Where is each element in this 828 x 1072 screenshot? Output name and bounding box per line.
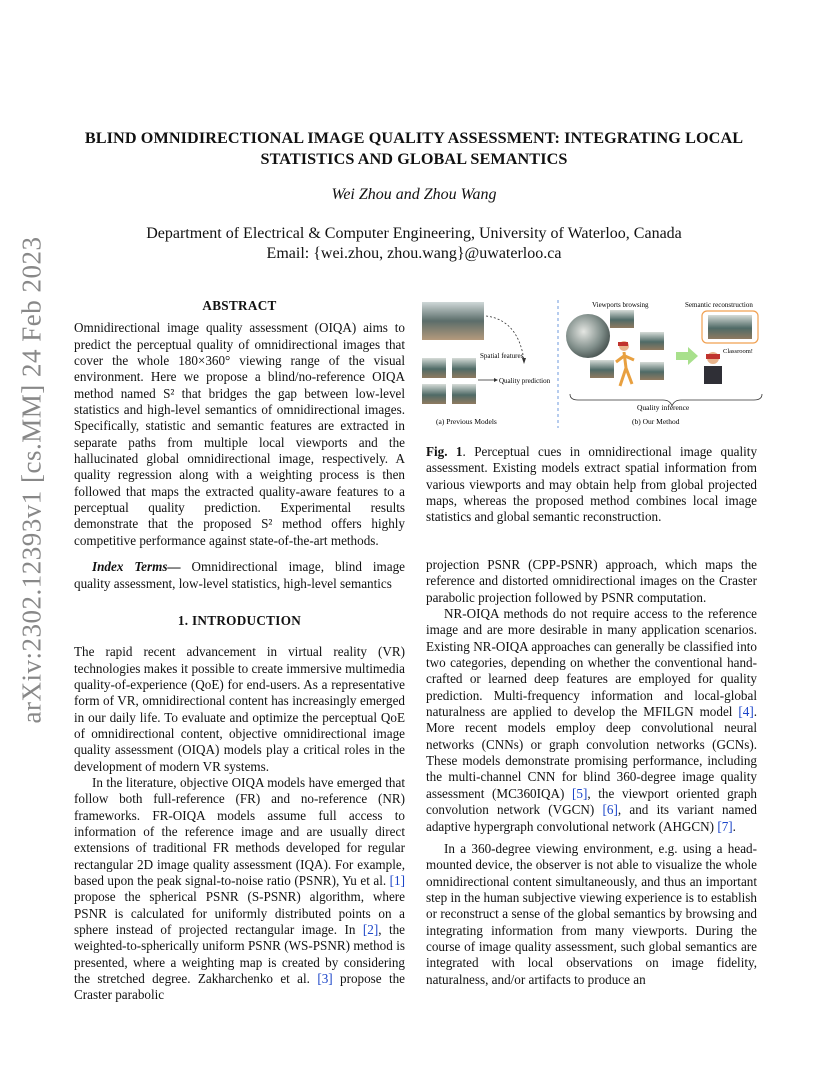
- index-terms-label: Index Terms—: [92, 559, 181, 575]
- vr-headset: [706, 354, 720, 359]
- email: Email: {wei.zhou, zhou.wang}@uwaterloo.ca: [266, 245, 562, 262]
- citation-6[interactable]: [6]: [602, 802, 618, 818]
- label-spatial-features: Spatial features: [480, 352, 524, 360]
- viewport-thumb: [422, 358, 446, 378]
- arxiv-stamp: arXiv:2302.12393v1 [cs.MM] 24 Feb 2023: [16, 236, 47, 724]
- authors: Wei Zhou and Zhou Wang: [331, 186, 497, 203]
- citation-2[interactable]: [2]: [362, 922, 379, 938]
- citation-3[interactable]: [3]: [317, 971, 333, 987]
- label-quality-prediction: Quality prediction: [499, 377, 551, 385]
- text-run: , the weighted-to-spherically uniform PSNR (WS-PSNR) method is presented, where a weighting map is created by considering the stretched degree. Zakharchenko et al.: [74, 922, 406, 987]
- right-column: [426, 557, 757, 988]
- label-semantic-reconstruction: Semantic reconstruction: [685, 301, 753, 309]
- sphere-image: [566, 314, 610, 358]
- person-body: [616, 352, 634, 386]
- viewport-thumb: [640, 332, 664, 350]
- viewport-thumb: [610, 310, 634, 328]
- figure-1-illustration: [418, 296, 768, 430]
- intro-paragraph-2: [74, 775, 405, 1004]
- citation-1[interactable]: [1]: [389, 873, 405, 888]
- viewport-thumb: [590, 360, 614, 378]
- panorama-image: [422, 302, 484, 340]
- index-terms-text: Omnidirectional image, blind image quality assessment, low-level statistics, high-level semantics: [74, 559, 406, 591]
- figure-1: [418, 296, 768, 430]
- abstract-heading: ABSTRACT: [202, 298, 277, 313]
- right-paragraph-1: projection PSNR (CPP-PSNR) approach, which maps the reference and distorted omnidirectional images on the Craster parabolic projection followed by PSNR computation.: [426, 557, 757, 605]
- right-paragraph-2: [426, 606, 757, 835]
- text-run: propose the Craster parabolic: [74, 971, 406, 1003]
- affiliation: Department of Electrical & Computer Engineering, University of Waterloo, Canada: [146, 225, 682, 242]
- label-previous-models: (a) Previous Models: [436, 417, 497, 426]
- text-run: propose the spherical PSNR (S-PSNR) algorithm, where PSNR is calculated for uniformly distributed points on a sphere instead of projected rectangular image. In: [74, 889, 405, 938]
- label-classroom: Classroom!: [723, 348, 753, 355]
- intro-heading: 1. INTRODUCTION: [177, 612, 302, 628]
- affiliation-block: [60, 224, 768, 264]
- caption-label: Fig. 1: [426, 444, 463, 459]
- viewport-thumb: [452, 358, 476, 378]
- viewport-thumb: [640, 362, 664, 380]
- intro-paragraph-1: The rapid recent advancement in virtual reality (VR) technologies makes it possible to create immersive multimedia quality-of-experience (QoE) for end-users. As a representative form of VR, omnidirectional content has increasingly emerged in our daily life. To evaluate and optimize the perceptual QoE of omnidirectional content, objective omnidirectional image quality assessment (OIQA) models play a critical roles in the development of modern VR systems.: [74, 644, 405, 774]
- label-viewports-browsing: Viewports browsing: [592, 301, 649, 309]
- arrowhead: [494, 378, 498, 382]
- caption-text: . Perceptual cues in omnidirectional image quality assessment. Existing models extract spatial information from various viewports and may obtain help from global projected maps, whereas the proposed method combines local image statistics and global semantic reconstruction.: [426, 444, 758, 525]
- paper-title: BLIND OMNIDIRECTIONAL IMAGE QUALITY ASSESSMENT: INTEGRATING LOCAL STATISTICS AND GLOBAL SEMANTICS: [84, 129, 744, 168]
- left-column: [74, 298, 405, 1004]
- right-paragraph-3: In a 360-degree viewing environment, e.g. using a head-mounted device, the observer is not able to visualize the whole omnidirectional content simultaneously, and thus an important step in the human subjective viewing experience is to establish or reconstruct a sense of the global semantics by browsing and integrating information from many viewports. During the course of image quality assessment, such global semantics are integrated with local observations on image fidelity, naturalness, and/or artifacts to produce an: [426, 840, 757, 987]
- text-run: , and its variant named adaptive hypergraph convolutional network (AHGCN): [426, 802, 757, 834]
- index-terms: [74, 559, 405, 592]
- viewport-thumb: [422, 384, 446, 404]
- viewport-thumb: [452, 384, 476, 404]
- abstract-text: Omnidirectional image quality assessment (OIQA) aims to predict the perceptual quality of omnidirectional images that cover the whole 180×360° viewing range of the visual environment. Here we propose a blind/no-reference OIQA method named S² that bridges the gap between low-level statistics and high-level semantics of omnidirectional images. Specifically, statistic and semantic features are extracted in separate paths from multiple local viewports and the hallucinated global omnidirectional image, respectively. A quality regression along with a weighting process is then followed that maps the extracted quality-aware features to a perceptual quality prediction. Experimental results demonstrate that the proposed S² method offers highly competitive performance against state-of-the-art methods.: [74, 320, 405, 548]
- person-body: [704, 366, 722, 384]
- vr-headset: [618, 342, 628, 346]
- citation-7[interactable]: [7]: [717, 818, 733, 834]
- text-run: In the literature, objective OIQA models have emerged that follow both full-reference (FR) and no-reference (NR) frameworks. FR-OIQA models assume full access to information of the reference image and are usually direct extensions of traditional FR methods developed for regular rectangular 2D image quality assessment (IQA). For example, based upon the peak signal-to-noise ratio (PSNR), Yu et al.: [74, 774, 405, 888]
- citation-5[interactable]: [5]: [572, 785, 588, 801]
- text-run: NR-OIQA methods do not require access to the reference image and are more desirable in many application scenarios. Existing NR-OIQA approaches can generally be classified into two categories, depending on whether the conventional hand-crafted or learned deep features are employed for quality prediction. Multi-frequency information and local-global naturalness are applied to develop the MFILGN model: [426, 606, 757, 720]
- text-run: .: [732, 818, 736, 834]
- text-run: , the viewport oriented graph convolution network (VGCN): [426, 785, 758, 818]
- reconstructed-image: [708, 315, 752, 339]
- label-our-method: (b) Our Method: [632, 417, 680, 426]
- label-quality-inference: Quality inference: [637, 403, 690, 412]
- green-arrow: [676, 347, 698, 365]
- citation-4[interactable]: [4]: [738, 704, 754, 720]
- text-run: . More recent models employ deep convolutional neural networks (CNNs) or graph convolution networks (GCNs). These models demonstrate promising performance, including the multi-channel CNN for blind 360-degree image quality assessment (MC360IQA): [426, 704, 757, 801]
- figure-caption: [426, 444, 757, 526]
